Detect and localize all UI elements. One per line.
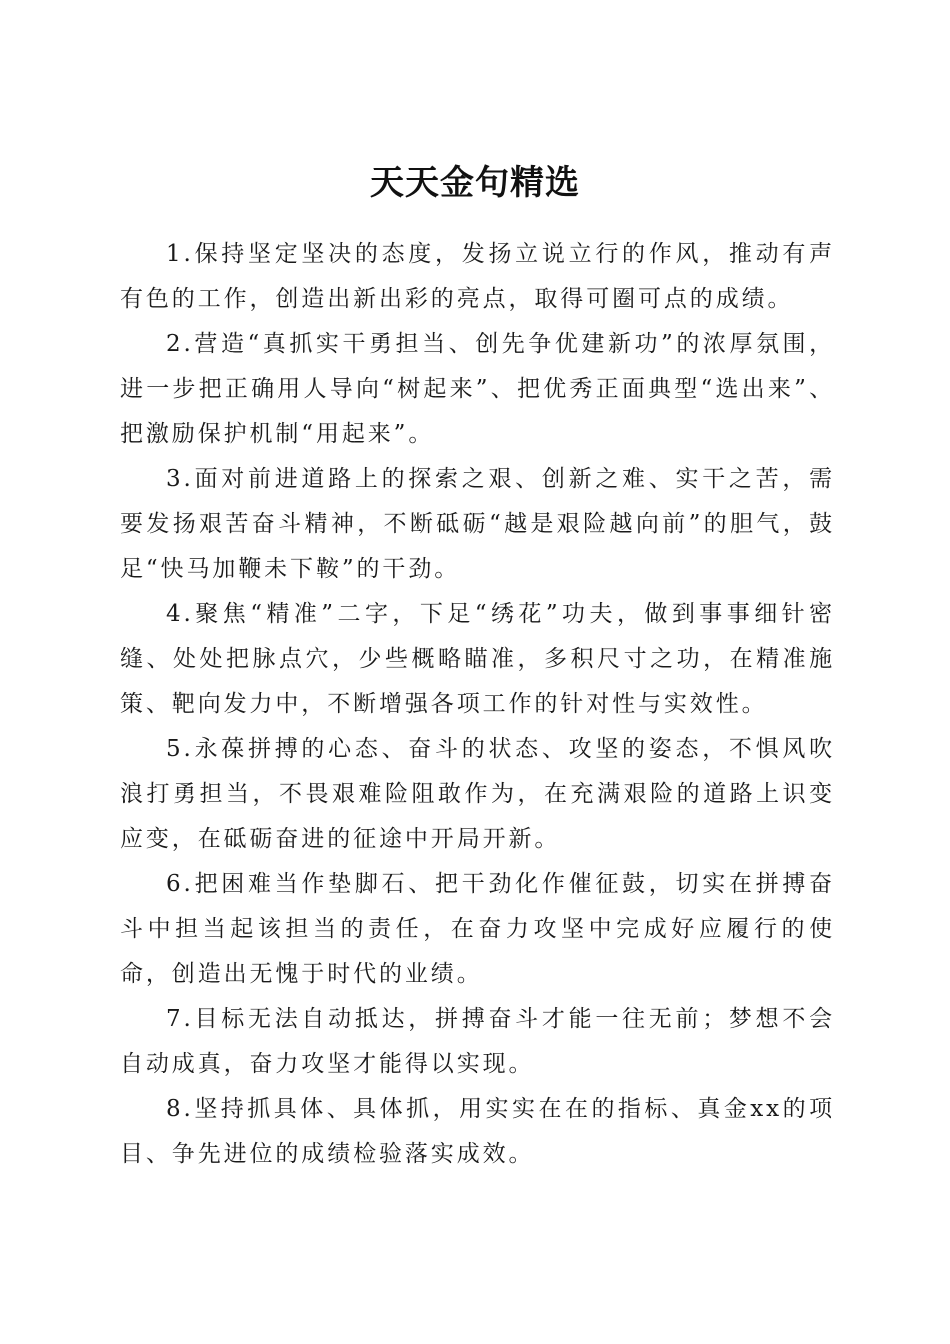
paragraph-7: 7.目标无法自动抵达，拼搏奋斗才能一往无前；梦想不会自动成真，奋力攻坚才能得以实现。: [120, 1006, 835, 1077]
paragraph-3: 3.面对前进道路上的探索之艰、创新之难、实干之苦，需要发扬艰苦奋斗精神，不断砥砺“越是艰险越向前”的胆气，鼓足“快马加鞭未下鞍”的干劲。: [120, 466, 835, 582]
paragraph-8: 8.坚持抓具体、具体抓，用实实在在的指标、真金xx的项目、争先进位的成绩检验落实成效。: [120, 1096, 835, 1167]
paragraph-4: 4.聚焦“精准”二字，下足“绣花”功夫，做到事事细针密缝、处处把脉点穴，少些概略瞄准，多积尺寸之功，在精准施策、靶向发力中，不断增强各项工作的针对性与实效性。: [120, 601, 835, 717]
paragraph-5: 5.永葆拼搏的心态、奋斗的状态、攻坚的姿态，不惧风吹浪打勇担当，不畏艰难险阻敢作为，在充满艰险的道路上识变应变，在砥砺奋进的征途中开局开新。: [120, 736, 835, 852]
document-body: [120, 232, 835, 1177]
paragraph-1: 1.保持坚定坚决的态度，发扬立说立行的作风，推动有声有色的工作，创造出新出彩的亮点，取得可圈可点的成绩。: [120, 241, 835, 312]
paragraph-2: 2.营造“真抓实干勇担当、创先争优建新功”的浓厚氛围，进一步把正确用人导向“树起来”、把优秀正面典型“选出来”、把激励保护机制“用起来”。: [120, 331, 835, 447]
paragraph-6: 6.把困难当作垫脚石、把干劲化作催征鼓，切实在拼搏奋斗中担当起该担当的责任，在奋力攻坚中完成好应履行的使命，创造出无愧于时代的业绩。: [120, 871, 835, 987]
document-title: 天天金句精选: [370, 162, 580, 203]
